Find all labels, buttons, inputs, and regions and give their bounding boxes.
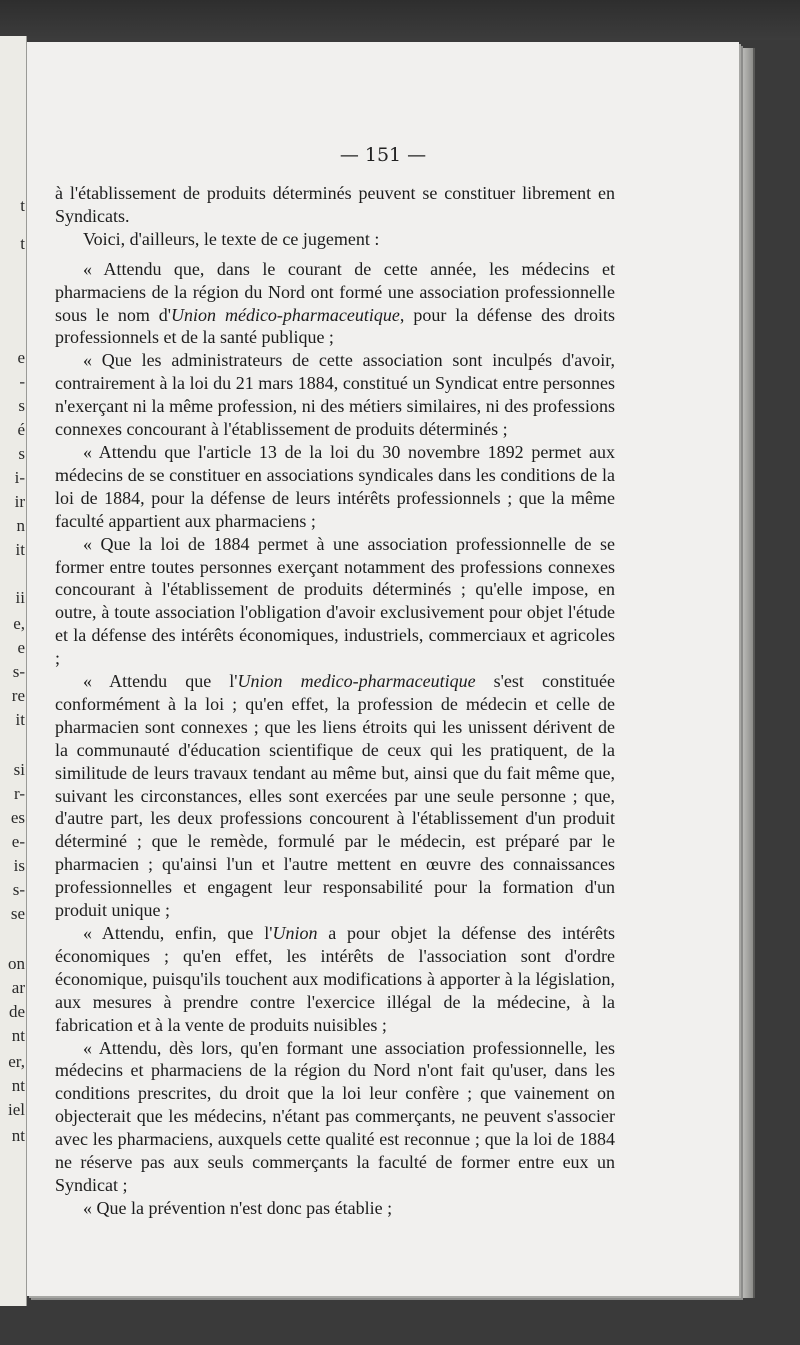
- margin-fragment: it: [15, 540, 25, 559]
- margin-fragment: se: [10, 904, 25, 923]
- margin-fragment: e-: [11, 832, 25, 851]
- previous-page-edge: [0, 36, 27, 1306]
- italic-term: Union médico-pharmaceutique: [171, 304, 400, 325]
- paragraph-union: « Attendu que, dans le courant de cette année, les médecins et pharmaciens de la région du Nord ont formé une association professionnelle sous le nom d'Union médico-pharmaceutique, pour la défense des droits professionnels et de la santé publique ;: [55, 258, 615, 348]
- paragraph-constituee: « Attendu que l'Union medico-pharmaceutique s'est constituée conformément à la loi ; qu'en effet, la profession de médecin et celle de pharmacien sont connexes ; que les liens étroits qui les unissent dérivent de la communauté d'éducation scientifique de ceux qui les pratiquent, de la similitude de leurs travaux tendant au même but, ainsi que du fait même que, suivant les circonstances, elles sont exercées par une seule personne ; que, d'autre part, les deux professions concourent à l'établissement d'un produit déterminé ; que le remède, formulé par le médecin, est préparé par le pharmacien ; qu'ainsi l'un et l'autre mettent en œuvre des connaissances professionnelles et engagent leur responsabilité pour la formation d'un produit unique ;: [55, 671, 615, 921]
- page-body: [55, 182, 615, 1220]
- margin-fragment: s-: [12, 880, 25, 899]
- margin-fragment: es: [10, 808, 25, 827]
- margin-fragment: i-: [14, 468, 25, 487]
- page-number: — 151 —: [339, 144, 427, 166]
- margin-fragment: t: [20, 196, 25, 215]
- margin-fragment: on: [8, 954, 25, 973]
- margin-fragment: s: [18, 444, 25, 463]
- book-page: [27, 42, 739, 1296]
- margin-fragment: de: [8, 1002, 25, 1021]
- margin-fragment: r-: [14, 784, 25, 803]
- margin-fragment: s: [18, 396, 25, 415]
- paragraph-intro: Voici, d'ailleurs, le texte de ce jugement :: [83, 228, 380, 249]
- margin-fragment: si: [13, 760, 25, 779]
- paragraph-enfin: « Attendu, enfin, que l'Union a pour objet la défense des intérêts économiques ; qu'en effet, les intérêts de l'association sont d'ordre économique, puisqu'ils touchent aux modifications à apporter à la législation, aux mesures à prendre contre l'exercice illégal de la médecine, à la fabrication et à la vente de produits nuisibles ;: [55, 923, 616, 1035]
- margin-fragment: ar: [11, 978, 25, 997]
- margin-fragment: é: [17, 420, 25, 439]
- margin-fragment: ir: [14, 492, 25, 511]
- italic-term: Union medico-pharmaceutique: [237, 671, 476, 692]
- paragraph-administrateurs: « Que les administrateurs de cette association sont inculpés d'avoir, contrairement à la loi du 21 mars 1884, constitué un Syndicat entre personnes n'exerçant ni la même profession, ni des métiers similaires, ni des professions connexes concourant à l'établissement de produits déterminés ;: [55, 350, 615, 440]
- margin-fragment: s-: [12, 662, 25, 681]
- margin-fragment: er,: [8, 1052, 25, 1071]
- paragraph-loi-1884: « Que la loi de 1884 permet à une association professionnelle de se former entre toutes personnes exerçant notamment des professions connexes concourant à l'établissement de produits déterminés ; qu'elle impose, en outre, à toute association l'obligation d'avoir exclusivement pour objet l'étude et la défense des intérêts économiques, industriels, commerciaux et agricoles ;: [55, 533, 615, 669]
- margin-fragment: re: [11, 686, 25, 705]
- margin-fragment: nt: [11, 1076, 25, 1095]
- margin-fragment: nt: [11, 1026, 25, 1045]
- margin-fragment: -: [19, 372, 25, 391]
- margin-fragment: t: [20, 234, 25, 253]
- paragraph-prevention: « Que la prévention n'est donc pas établie ;: [83, 1197, 393, 1218]
- paragraph-des-lors: « Attendu, dès lors, qu'en formant une association professionnelle, les médecins et pharmaciens de la région du Nord n'ont fait qu'user, dans les conditions prescrites, du droit que la loi leur confère ; que vainement on objecterait que les médecins, n'étant pas commerçants, ne peuvent s'associer avec les pharmaciens, auxquels cette qualité est reconnue ; que la loi de 1884 ne réserve pas aux seuls commerçants la faculté de former entre eux un Syndicat ;: [55, 1037, 615, 1195]
- margin-fragment: it: [15, 710, 25, 729]
- margin-fragment: n: [16, 516, 25, 535]
- margin-fragment: e,: [13, 614, 25, 633]
- paragraph-continuation: à l'établissement de produits déterminés peuvent se constituer librement en Syndicats.: [55, 183, 615, 226]
- italic-term: Union: [272, 923, 318, 943]
- margin-fragment: nt: [11, 1126, 25, 1145]
- margin-fragment: iel: [8, 1100, 25, 1119]
- scan-backdrop: [0, 0, 800, 40]
- margin-fragment: is: [13, 856, 25, 875]
- paragraph-article-13: « Attendu que l'article 13 de la loi du 30 novembre 1892 permet aux médecins de se constituer en associations syndicales dans les conditions de la loi de 1884, pour la défense de leurs intérêts professionnels ; que la même faculté appartient aux pharmaciens ;: [55, 441, 615, 531]
- margin-fragment: e: [17, 348, 25, 367]
- margin-fragment: e: [17, 638, 25, 657]
- margin-fragment: ii: [15, 588, 25, 607]
